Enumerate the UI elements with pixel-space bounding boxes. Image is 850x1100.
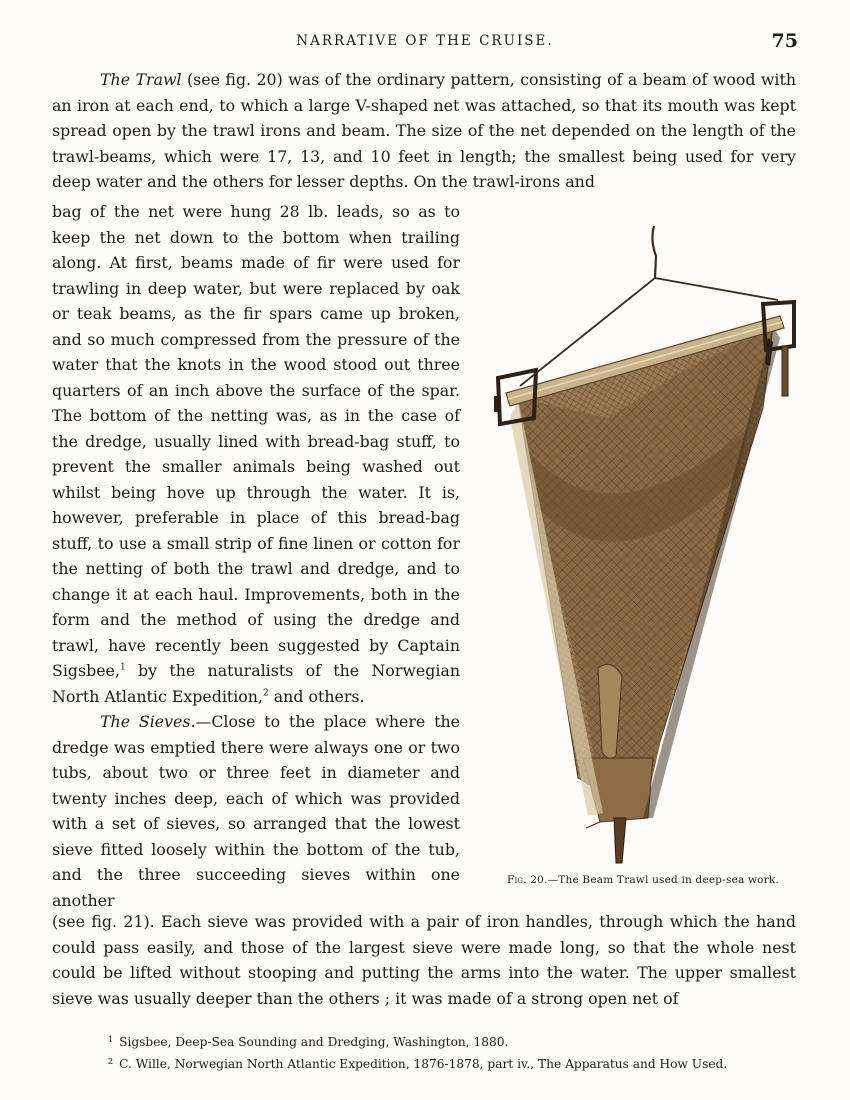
page-header — [52, 30, 798, 52]
footnotes — [108, 1030, 788, 1074]
paragraph-trawl-lead — [52, 67, 796, 195]
running-head: NARRATIVE OF THE CRUISE. — [296, 33, 554, 49]
figure-label: Fig. 20. — [506, 874, 548, 886]
trawl-column-text-b: by the naturalists of the Norwegian North Atlantic Expedition, — [52, 661, 460, 706]
figure-20 — [488, 218, 798, 898]
paragraph-sieves-tail — [52, 909, 796, 1011]
figure-caption — [488, 874, 798, 886]
sieves-column-text: —Close to the place where the dredge was emptied there were always one or two tubs, about two or three feet in diameter and twenty inches deep, each of which was provided with a set of sieves, so arranged that the lowest sieve fitted loosely within the bottom of the tub, and the three succeeding sieves within one another — [52, 712, 460, 910]
paragraph-sieves — [52, 709, 460, 913]
footnote-ref-1[interactable]: 1 — [119, 662, 126, 673]
footnote-text: Sigsbee, Deep-Sea Sounding and Dredging, Washington, 1880. — [119, 1035, 509, 1049]
footnote-2 — [108, 1052, 788, 1074]
footnote-1 — [108, 1030, 788, 1052]
footnote-ref-2[interactable]: 2 — [263, 688, 269, 699]
trawl-heading: The Trawl — [100, 70, 182, 89]
beam-trawl-illustration-icon — [488, 218, 798, 868]
paragraph-trawl-column — [52, 199, 460, 709]
trawl-lead-text: (see fig. 20) was of the ordinary pattern, consisting of a beam of wood with an iron at each end, to which a large V-shaped net was attached, so that its mouth was kept spread open by the trawl irons and beam. The size of the net depended on the length of the trawl-beams, which were 17, 13, and 10 feet in length; the smallest being used for very deep water and the others for lesser depths. On the trawl-irons and — [52, 70, 796, 191]
trawl-column-text: bag of the net were hung 28 lb. leads, so as to keep the net down to the bottom when trailing along. At first, beams made of fir were used for trawling in deep water, but were replaced by oak or teak beams, as the fir spars came up broken, and so much compressed from the pressure of the water that the knots in the wood stood out three quarters of an inch above the surface of the spar. The bottom of the netting was, as in the case of the dredge, usually lined with bread-bag stuff, to prevent the smaller animals being washed out whilst being hove up through the water. It is, however, preferable in place of this bread-bag stuff, to use a small strip of fine linen or cotton for the netting of both the trawl and dredge, and to change it at each haul. Improvements, both in the form and the method of using the dredge and trawl, have recently been suggested by Captain Sigsbee, — [52, 202, 460, 680]
sieves-heading: The Sieves. — [100, 712, 196, 731]
left-column — [52, 199, 460, 913]
footnote-mark: 2 — [108, 1057, 114, 1066]
page-number: 75 — [771, 30, 798, 52]
sieves-tail-text: (see fig. 21). Each sieve was provided with a pair of iron handles, through which the hand could pass easily, and those of the largest sieve were made long, so that the whole nest could be lifted without stooping and putting the arms into the water. The upper smallest sieve was usually deeper than the others ; it was made of a strong open net of — [52, 912, 796, 1008]
figure-caption-text: —The Beam Trawl used in deep-sea work. — [547, 874, 780, 886]
footnote-mark: 1 — [108, 1035, 114, 1044]
footnote-text: C. Wille, Norwegian North Atlantic Expedition, 1876-1878, part iv., The Apparatus and How Used. — [119, 1057, 728, 1071]
trawl-column-text-c: and others. — [268, 686, 365, 706]
